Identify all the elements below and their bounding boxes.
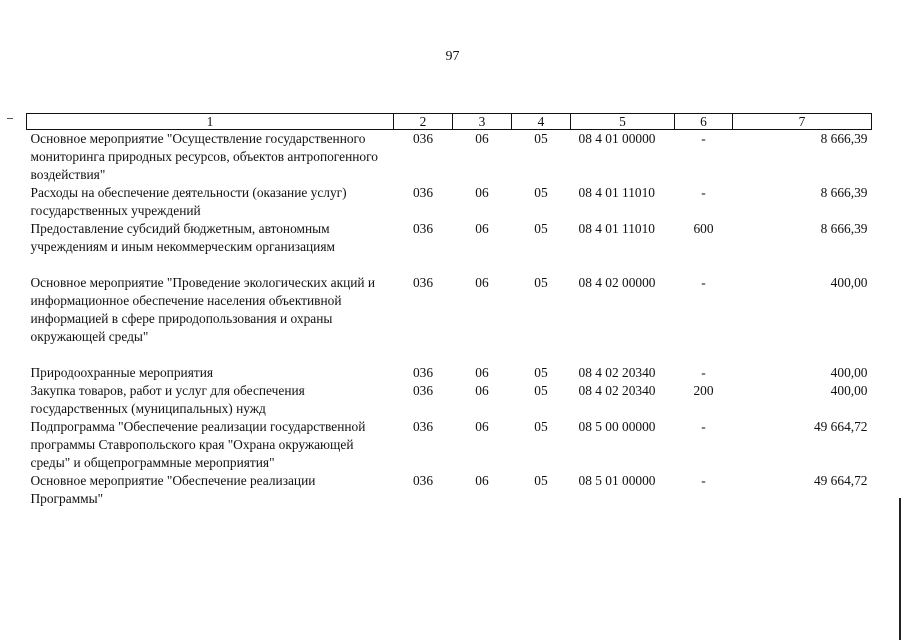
- cell-subsection: 05: [534, 365, 548, 380]
- cell-ministry: 036: [412, 419, 434, 434]
- cell-subsection: 05: [534, 275, 548, 290]
- cell-amount: 49 664,72: [813, 419, 868, 434]
- table-row: [27, 220, 872, 274]
- header-row: [27, 114, 872, 130]
- cell-amount: 400,00: [830, 365, 868, 380]
- cell-expense-type: -: [701, 275, 706, 290]
- cell-ministry: 036: [412, 365, 434, 380]
- cell-name: Подпрограмма "Обеспечение реализации государственной программы Ставропольского края "Охрана окружающей среды" и общепрограммные мероприятия": [30, 419, 366, 470]
- cell-name: Природоохранные мероприятия: [30, 365, 214, 380]
- cell-amount: 49 664,72: [813, 473, 868, 488]
- table-row: [27, 130, 872, 185]
- cell-name: Основное мероприятие "Проведение экологических акций и информационное обеспечение населения объективной информацией в сфере природопользования и охраны окружающей среды": [30, 275, 376, 344]
- cell-target-article: 08 4 01 00000: [578, 131, 656, 146]
- cell-target-article: 08 4 02 00000: [578, 275, 656, 290]
- table-row: [27, 418, 872, 472]
- cell-section: 06: [475, 275, 489, 290]
- cell-subsection: 05: [534, 419, 548, 434]
- page-number: 97: [445, 49, 460, 64]
- cell-name: Основное мероприятие "Осуществление государственного мониторинга природных ресурсов, объектов антропогенного воздействия": [30, 131, 378, 182]
- header-col-7: 7: [733, 114, 872, 130]
- cell-target-article: 08 4 02 20340: [578, 383, 656, 398]
- cell-amount: 8 666,39: [820, 131, 868, 146]
- cell-expense-type: -: [701, 473, 706, 488]
- table-row: [27, 382, 872, 418]
- scan-edge-mark: [7, 118, 13, 119]
- cell-target-article: 08 4 02 20340: [578, 365, 656, 380]
- cell-ministry: 036: [412, 275, 434, 290]
- table-body: [27, 130, 872, 509]
- cell-ministry: 036: [412, 383, 434, 398]
- cell-section: 06: [475, 383, 489, 398]
- cell-name: Закупка товаров, работ и услуг для обеспечения государственных (муниципальных) нужд: [30, 383, 305, 416]
- cell-target-article: 08 4 01 11010: [578, 221, 655, 236]
- budget-table: [26, 113, 872, 508]
- cell-expense-type: 600: [693, 221, 714, 236]
- header-col-4: 4: [512, 114, 571, 130]
- cell-target-article: 08 5 00 00000: [578, 419, 656, 434]
- cell-subsection: 05: [534, 131, 548, 146]
- cell-subsection: 05: [534, 473, 548, 488]
- cell-subsection: 05: [534, 383, 548, 398]
- table-header: [27, 114, 872, 130]
- cell-section: 06: [475, 473, 489, 488]
- cell-expense-type: -: [701, 131, 706, 146]
- cell-section: 06: [475, 365, 489, 380]
- cell-target-article: 08 4 01 11010: [578, 185, 655, 200]
- cell-target-article: 08 5 01 00000: [578, 473, 656, 488]
- cell-section: 06: [475, 185, 489, 200]
- cell-ministry: 036: [412, 473, 434, 488]
- cell-name: Основное мероприятие "Обеспечение реализации Программы": [30, 473, 316, 506]
- header-col-5: 5: [571, 114, 675, 130]
- header-col-6: 6: [675, 114, 733, 130]
- cell-name: Расходы на обеспечение деятельности (оказание услуг) государственных учреждений: [30, 185, 347, 218]
- cell-section: 06: [475, 131, 489, 146]
- cell-amount: 8 666,39: [820, 221, 868, 236]
- header-col-2: 2: [394, 114, 453, 130]
- cell-subsection: 05: [534, 185, 548, 200]
- cell-name: Предоставление субсидий бюджетным, автономным учреждениям и иным некоммерческим организациям: [30, 221, 335, 254]
- cell-expense-type: -: [701, 419, 706, 434]
- scan-edge-line: [899, 498, 901, 640]
- cell-amount: 400,00: [830, 383, 868, 398]
- cell-ministry: 036: [412, 185, 434, 200]
- table-row: [27, 472, 872, 508]
- table-row: [27, 274, 872, 364]
- cell-expense-type: 200: [693, 383, 714, 398]
- cell-subsection: 05: [534, 221, 548, 236]
- cell-expense-type: -: [701, 365, 706, 380]
- header-col-3: 3: [453, 114, 512, 130]
- header-col-1: 1: [27, 114, 394, 130]
- cell-section: 06: [475, 221, 489, 236]
- cell-section: 06: [475, 419, 489, 434]
- cell-amount: 400,00: [830, 275, 868, 290]
- cell-expense-type: -: [701, 185, 706, 200]
- cell-amount: 8 666,39: [820, 185, 868, 200]
- cell-ministry: 036: [412, 131, 434, 146]
- table-row: [27, 184, 872, 220]
- cell-ministry: 036: [412, 221, 434, 236]
- table-row: [27, 364, 872, 382]
